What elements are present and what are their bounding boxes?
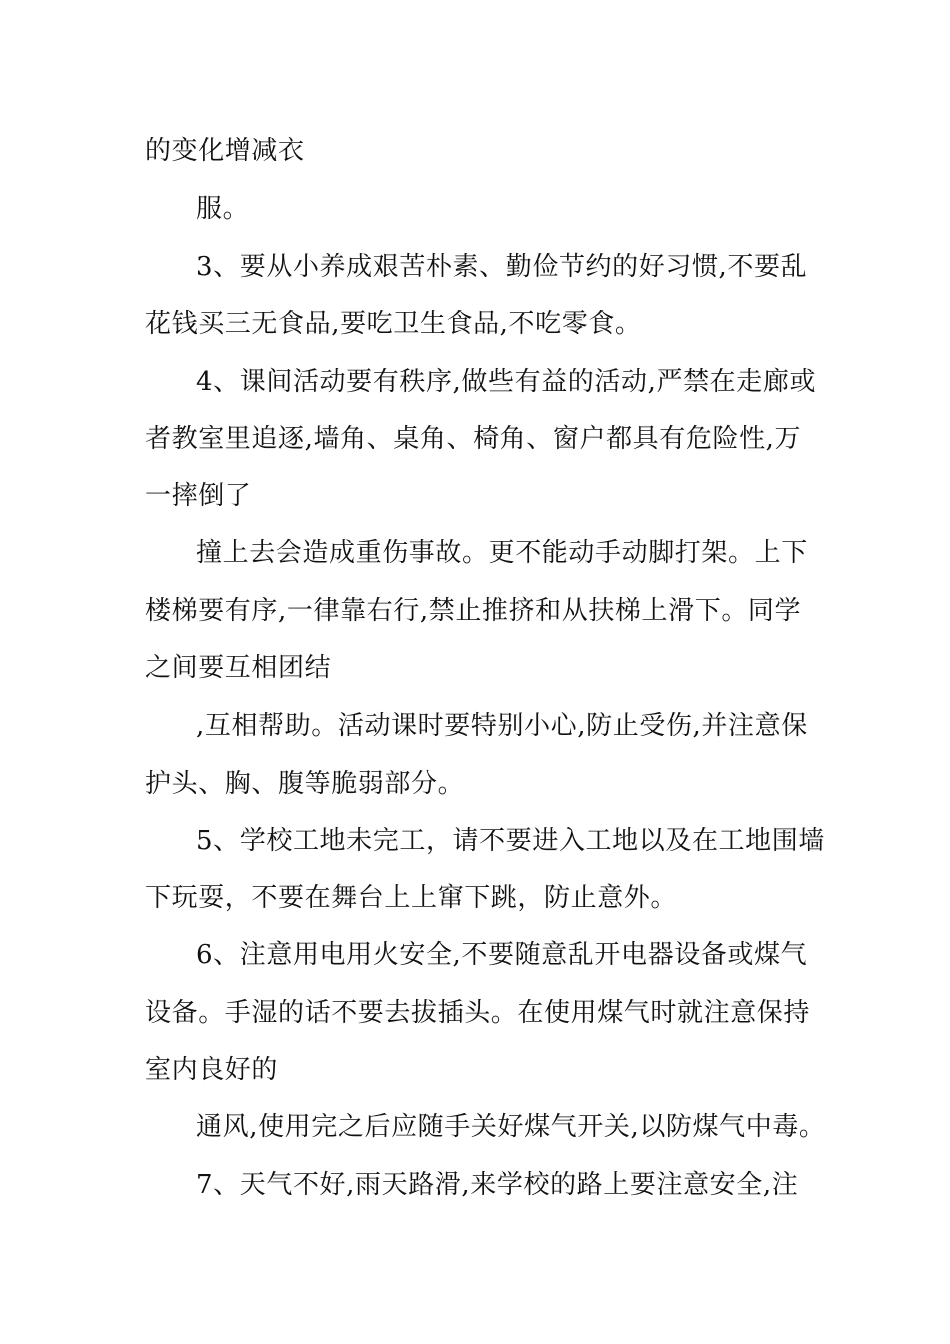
text-line: ,互相帮助。活动课时要特别小心,防止受伤,并注意保: [196, 711, 808, 741]
text-line: 设备。手湿的话不要去拔插头。在使用煤气时就注意保持: [145, 998, 811, 1028]
text-line: 3、要从小养成艰苦朴素、勤俭节约的好习惯,不要乱: [196, 252, 808, 282]
text-line: 6、注意用电用火安全,不要随意乱开电器设备或煤气: [196, 940, 808, 970]
text-line: 的变化增减衣: [145, 136, 305, 166]
text-line: 者教室里追逐,墙角、桌角、椅角、窗户都具有危险性,万: [145, 424, 802, 454]
text-line: 室内良好的: [145, 1055, 279, 1085]
text-line: 花钱买三无食品,要吃卫生食品,不吃零食。: [145, 309, 642, 339]
text-line: 撞上去会造成重伤事故。更不能动手动脚打架。上下: [196, 538, 808, 568]
text-line: 一摔倒了: [145, 481, 252, 511]
text-line: 之间要互相团结: [145, 653, 332, 683]
text-line: 服。: [196, 194, 250, 224]
text-line: 7、天气不好,雨天路滑,来学校的路上要注意安全,注: [196, 1170, 799, 1200]
text-line: 楼梯要有序,一律靠右行,禁止推挤和从扶梯上滑下。同学: [145, 596, 802, 626]
text-line: 护头、胸、腹等脆弱部分。: [145, 769, 465, 799]
text-line: 5、学校工地未完工，请不要进入工地以及在工地围墙: [196, 826, 825, 856]
text-line: 通风,使用完之后应随手关好煤气开关,以防煤气中毒。: [196, 1112, 826, 1142]
text-line: 下玩耍，不要在舞台上上窜下跳，防止意外。: [145, 883, 678, 913]
text-line: 4、课间活动要有秩序,做些有益的活动,严禁在走廊或: [196, 367, 817, 397]
